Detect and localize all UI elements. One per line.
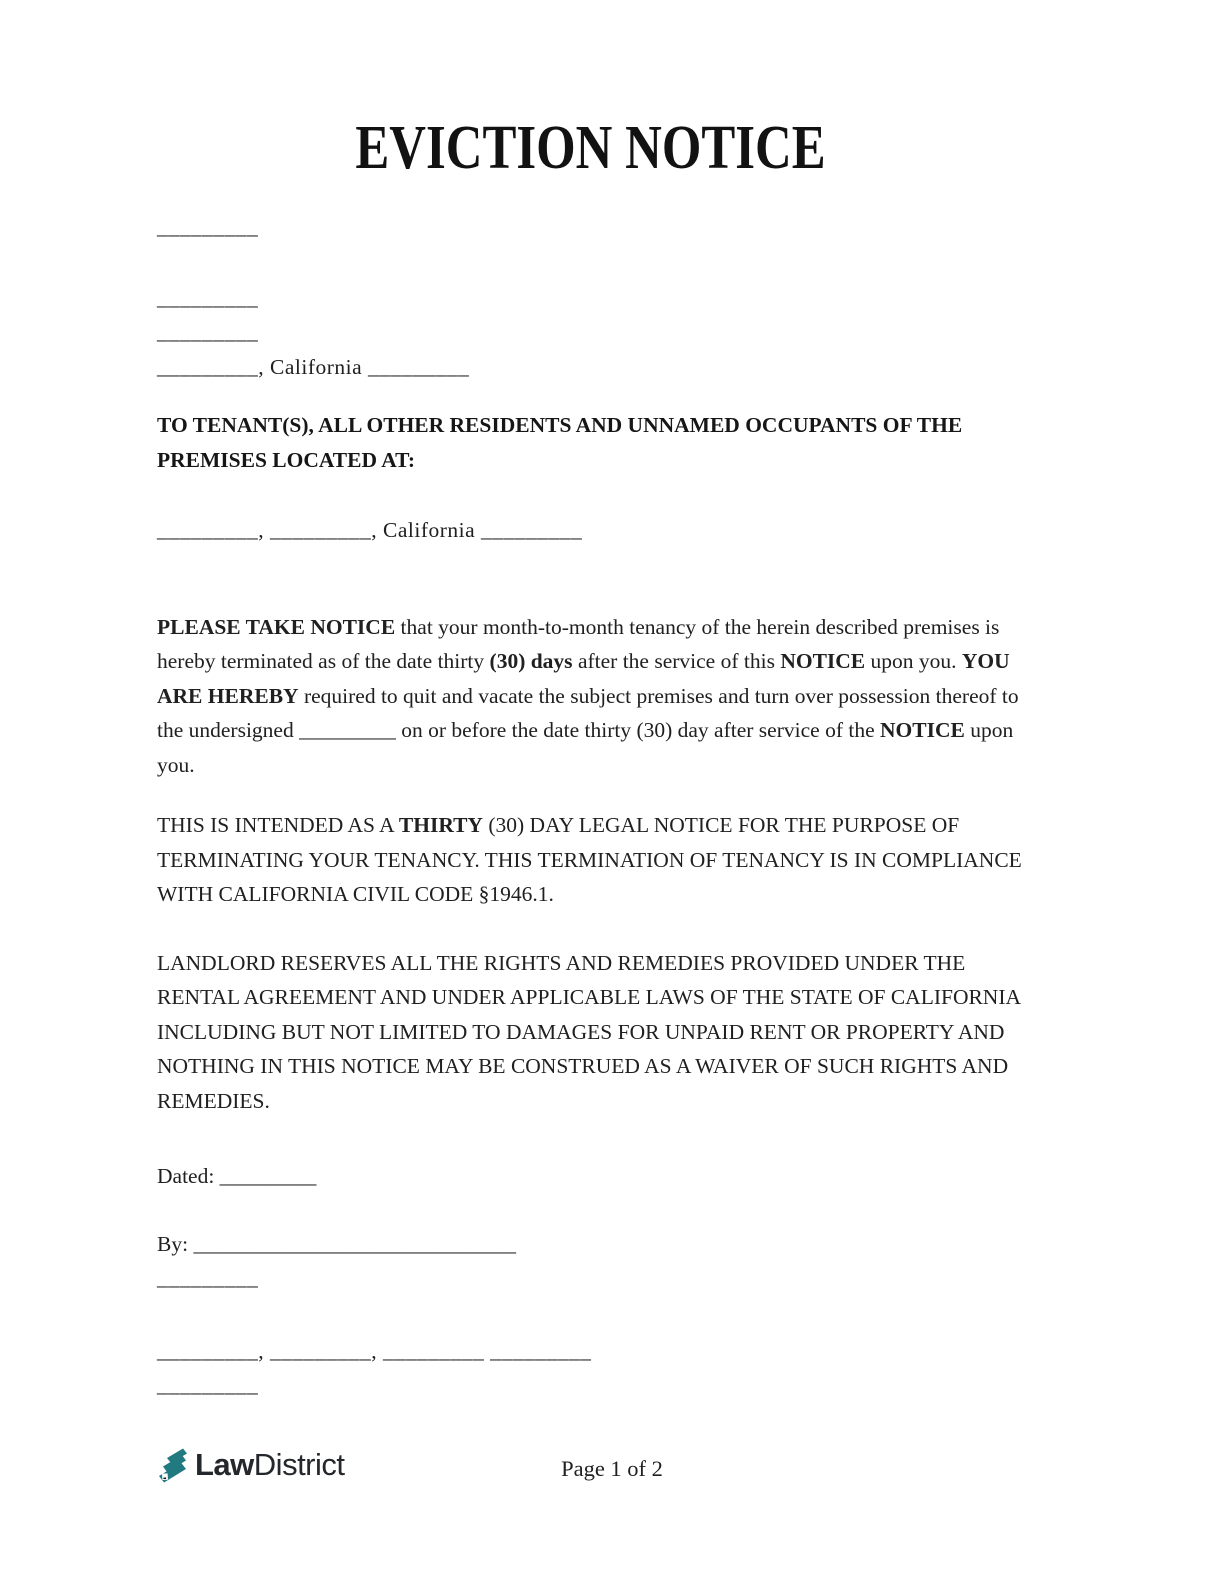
dated-line: Dated: _________ xyxy=(157,1164,317,1188)
brand-district: District xyxy=(253,1447,345,1482)
closing-address-block xyxy=(157,1334,1024,1403)
notice-bold-notice-2: NOTICE xyxy=(880,718,965,742)
landlord-name-blank: _________ xyxy=(157,215,259,239)
signature-sub-blank: _________ xyxy=(157,1266,259,1290)
notice-bold-notice: NOTICE xyxy=(780,649,866,673)
intent-text: (30) DAY LEGAL NOTICE FOR THE PURPOSE OF TERMINATING YOUR TENANCY. THIS TERMINATION OF TENANCY IS IN COMPLIANCE WITH CALIFORNIA CIVIL CODE §1946.1. xyxy=(157,813,1022,906)
notice-bold-please-take-notice: PLEASE TAKE NOTICE xyxy=(157,614,396,639)
landlord-address-block xyxy=(157,210,1024,384)
notice-text: required to quit and vacate the subject premises and turn over possession thereof to the undersigned _________ on or before the date thirty (30) day after service of the xyxy=(157,683,1019,742)
notice-bold-you-are-hereby: YOU ARE HEREBY xyxy=(157,649,1010,708)
notice-text: upon you. xyxy=(157,718,1014,777)
page-number: Page 1 of 2 xyxy=(561,1456,663,1481)
notice-text: that your month-to-month tenancy of the herein described premises is hereby terminated as of the date thirty xyxy=(157,614,1000,673)
landlord-city-state-line: _________, California _________ xyxy=(157,354,470,379)
rights-paragraph: LANDLORD RESERVES ALL THE RIGHTS AND REMEDIES PROVIDED UNDER THE RENTAL AGREEMENT AND UNDER APPLICABLE LAWS OF THE STATE OF CALIFORNIA INCLUDING BUT NOT LIMITED TO DAMAGES FOR UNPAID RENT OR PROPERTY AND NOTHING IN THIS NOTICE MAY BE CONSTRUED AS A WAIVER OF SUCH RIGHTS AND REMEDIES. xyxy=(157,950,1020,1113)
signature-block xyxy=(157,1227,1024,1296)
notice-bold-30-days: (30) days xyxy=(489,649,573,673)
closing-address-line: _________, _________, _________ _________ xyxy=(157,1338,592,1363)
document-title: EVICTION NOTICE xyxy=(355,114,826,182)
intent-text: THIS IS INTENDED AS A xyxy=(157,813,399,837)
notice-text: after the service of this xyxy=(572,649,781,673)
intent-bold-thirty: THIRTY xyxy=(398,813,483,837)
landlord-street-blank: _________ xyxy=(157,285,259,310)
notice-paragraph xyxy=(157,610,1023,783)
notice-text: upon you. xyxy=(865,649,962,673)
intent-paragraph xyxy=(157,808,1023,912)
premises-address-line: _________, _________, California _________ xyxy=(157,518,583,542)
closing-extra-blank: _________ xyxy=(157,1373,259,1397)
brand-law: Law xyxy=(195,1447,254,1482)
landlord-unit-blank: _________ xyxy=(157,320,259,344)
recipient-heading: TO TENANT(S), ALL OTHER RESIDENTS AND UNNAMED OCCUPANTS OF THE PREMISES LOCATED AT: xyxy=(157,413,963,472)
signature-by-line: By: ______________________________ xyxy=(157,1231,516,1256)
